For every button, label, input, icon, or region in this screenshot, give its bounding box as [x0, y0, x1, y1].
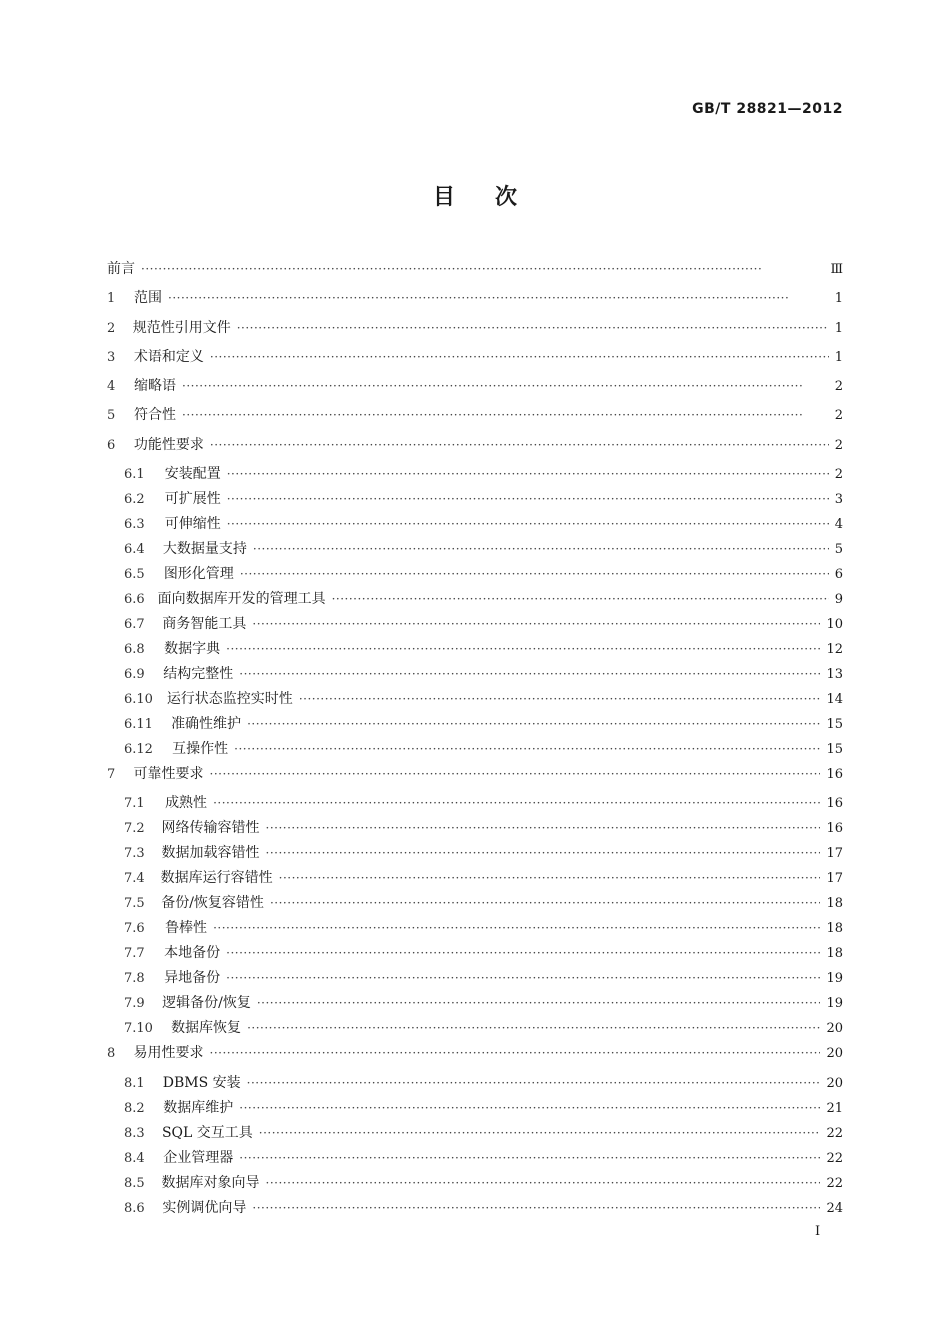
toc-leader-dots	[210, 767, 821, 781]
toc-entry-label: 缩略语	[134, 378, 176, 395]
toc-entry-page: 2	[834, 379, 843, 395]
toc-entry-page: 15	[826, 742, 843, 758]
toc-entry[interactable]	[107, 1072, 843, 1097]
toc-entry-page: 15	[826, 717, 843, 733]
toc-leader-dots	[234, 742, 820, 756]
toc-entry[interactable]	[107, 588, 843, 613]
table-of-contents	[107, 258, 843, 1222]
toc-entry[interactable]	[107, 967, 843, 992]
toc-leader-dots	[213, 796, 820, 810]
toc-entry[interactable]	[107, 1172, 843, 1197]
toc-entry-page: 18	[826, 921, 843, 937]
toc-entry-number: 7.3	[124, 846, 145, 862]
toc-entry[interactable]	[107, 538, 843, 563]
toc-entry-page: 6	[834, 567, 843, 583]
toc-entry-number: 6.10	[124, 692, 153, 708]
toc-entry[interactable]	[107, 613, 843, 638]
toc-leader-dots	[270, 896, 821, 910]
toc-entry-number: 6	[107, 437, 116, 453]
toc-leader-dots	[299, 692, 821, 706]
toc-entry-page: 22	[826, 1125, 843, 1141]
toc-entry[interactable]	[107, 563, 843, 588]
toc-entry-label: 网络传输容错性	[161, 820, 260, 837]
toc-entry-number: 6.9	[124, 667, 145, 683]
toc-entry-label: 数据库运行容错性	[160, 870, 273, 887]
toc-entry-label: 异地备份	[164, 970, 221, 987]
toc-entry[interactable]	[107, 258, 843, 287]
toc-leader-dots	[279, 871, 821, 885]
toc-entry-label: 数据加载容错性	[161, 845, 260, 862]
toc-entry-page: 21	[826, 1100, 843, 1116]
toc-entry-label: 图形化管理	[163, 566, 234, 583]
toc-entry-number: 5	[107, 408, 116, 424]
toc-entry[interactable]	[107, 287, 843, 316]
toc-leader-dots	[247, 1076, 821, 1090]
toc-entry-label: 实例调优向导	[162, 1199, 247, 1216]
toc-entry-number: 7.2	[124, 821, 145, 837]
toc-entry-number: 1	[107, 291, 116, 307]
toc-entry-number: 7.5	[124, 896, 145, 912]
toc-entry[interactable]	[107, 663, 843, 688]
toc-entry[interactable]	[107, 763, 843, 792]
toc-entry-page: 16	[826, 767, 843, 783]
toc-entry[interactable]	[107, 1097, 843, 1122]
toc-entry-number: 7	[107, 767, 116, 783]
toc-entry-page: 16	[826, 821, 843, 837]
toc-entry-label: 面向数据库开发的管理工具	[157, 591, 326, 608]
toc-entry-label: 符合性	[134, 407, 176, 424]
toc-entry-page: 9	[834, 592, 843, 608]
toc-leader-dots	[227, 492, 829, 506]
toc-entry-label: SQL 交互工具	[161, 1124, 253, 1141]
toc-entry-number: 6.8	[124, 642, 145, 658]
toc-entry-number: 6.6	[124, 592, 145, 608]
toc-entry-page: 19	[826, 996, 843, 1012]
toc-entry-label: 规范性引用文件	[132, 319, 231, 336]
toc-entry-number: 7.6	[124, 921, 145, 937]
toc-entry-label: 安装配置	[164, 466, 221, 483]
toc-leader-dots	[247, 717, 820, 731]
toc-entry-number: 6.2	[124, 492, 145, 508]
toc-entry[interactable]	[107, 513, 843, 538]
toc-entry-label: 数据库对象向导	[161, 1174, 260, 1191]
toc-leader-dots	[210, 350, 829, 364]
toc-entry-page: 3	[834, 492, 843, 508]
toc-entry-page: 20	[826, 1046, 843, 1062]
toc-leader-dots	[266, 1176, 821, 1190]
toc-entry-number: 8.6	[124, 1200, 145, 1216]
toc-entry-label: 数据库恢复	[171, 1020, 242, 1037]
toc-entry-page: 20	[826, 1021, 843, 1037]
toc-leader-dots	[182, 379, 829, 393]
toc-entry-number: 3	[107, 349, 116, 365]
toc-entry-label: 术语和定义	[133, 348, 204, 365]
toc-entry-page: 16	[826, 796, 843, 812]
toc-leader-dots	[259, 1126, 821, 1140]
toc-leader-dots	[252, 617, 820, 631]
toc-leader-dots	[141, 262, 824, 276]
toc-entry-page: 22	[826, 1175, 843, 1191]
toc-entry[interactable]	[107, 638, 843, 663]
toc-leader-dots	[252, 1201, 820, 1215]
title-char-1: 目	[432, 185, 455, 210]
toc-entry-number: 6.4	[124, 542, 145, 558]
toc-entry-page: 22	[826, 1150, 843, 1166]
toc-entry-label: 结构完整性	[163, 666, 234, 683]
toc-entry-label: 功能性要求	[133, 436, 204, 453]
toc-entry-number: 2	[107, 320, 116, 336]
toc-entry-page: Ⅲ	[830, 262, 843, 277]
toc-entry[interactable]	[107, 488, 843, 513]
toc-entry-page: 17	[826, 871, 843, 887]
toc-entry-page: 14	[826, 692, 843, 708]
toc-entry-label: 企业管理器	[163, 1149, 234, 1166]
toc-entry[interactable]	[107, 992, 843, 1017]
title-char-2: 次	[495, 185, 518, 210]
toc-entry-label: 运行状态监控实时性	[166, 691, 293, 708]
toc-entry-page: 5	[834, 542, 843, 558]
toc-entry-label: 准确性维护	[171, 716, 242, 733]
toc-entry[interactable]	[107, 738, 843, 763]
toc-entry-number: 6.7	[124, 617, 145, 633]
toc-leader-dots	[239, 1101, 820, 1115]
toc-entry[interactable]	[107, 892, 843, 917]
page-title	[0, 180, 950, 211]
footer-page-number: I	[815, 1224, 821, 1239]
toc-leader-dots	[227, 517, 829, 531]
toc-entry-number: 8.1	[124, 1075, 145, 1091]
toc-entry-number: 8.4	[124, 1150, 145, 1166]
toc-entry-number: 4	[107, 379, 116, 395]
toc-leader-dots	[226, 946, 820, 960]
toc-entry-label: 本地备份	[164, 945, 221, 962]
toc-entry-number: 6.11	[124, 717, 153, 733]
toc-entry[interactable]	[107, 713, 843, 738]
toc-entry-label: DBMS 安装	[162, 1074, 241, 1091]
toc-entry-label: 可伸缩性	[164, 516, 221, 533]
toc-entry-label: 范围	[134, 290, 162, 307]
toc-entry-number: 7.4	[124, 871, 145, 887]
toc-leader-dots	[210, 438, 829, 452]
toc-leader-dots	[182, 408, 829, 422]
toc-entry-page: 20	[826, 1075, 843, 1091]
toc-entry-page: 18	[826, 896, 843, 912]
toc-entry-number: 7.1	[124, 796, 145, 812]
toc-leader-dots	[240, 567, 829, 581]
toc-entry-page: 1	[834, 320, 843, 336]
toc-entry-page: 2	[834, 408, 843, 424]
toc-leader-dots	[266, 821, 821, 835]
toc-leader-dots	[237, 321, 829, 335]
toc-leader-dots	[226, 642, 820, 656]
toc-entry-label: 数据字典	[164, 641, 221, 658]
toc-entry-page: 17	[826, 846, 843, 862]
toc-entry[interactable]	[107, 942, 843, 967]
toc-entry[interactable]	[107, 792, 843, 817]
toc-entry-page: 4	[834, 517, 843, 533]
toc-entry-number: 6.12	[124, 742, 153, 758]
toc-entry-number: 7.8	[124, 971, 145, 987]
toc-entry-page: 12	[826, 642, 843, 658]
toc-entry-label: 商务智能工具	[162, 616, 247, 633]
toc-entry-page: 18	[826, 946, 843, 962]
toc-leader-dots	[168, 291, 829, 305]
toc-entry-number: 8.3	[124, 1125, 145, 1141]
toc-entry[interactable]	[107, 404, 843, 433]
toc-entry[interactable]	[107, 817, 843, 842]
toc-entry-number: 8.2	[124, 1100, 145, 1116]
toc-entry-label: 互操作性	[172, 741, 229, 758]
toc-leader-dots	[253, 542, 829, 556]
toc-entry-label: 成熟性	[165, 795, 208, 812]
toc-entry-page: 13	[826, 667, 843, 683]
toc-leader-dots	[226, 971, 820, 985]
toc-entry-label: 易用性要求	[133, 1045, 204, 1062]
toc-entry[interactable]	[107, 317, 843, 346]
toc-entry-number: 6.1	[124, 467, 145, 483]
toc-entry-label: 可扩展性	[164, 491, 221, 508]
toc-entry[interactable]	[107, 1147, 843, 1172]
toc-leader-dots	[332, 592, 829, 606]
toc-leader-dots	[239, 667, 820, 681]
toc-entry-label: 可靠性要求	[133, 766, 204, 783]
toc-entry[interactable]	[107, 434, 843, 463]
toc-entry-label: 备份/恢复容错性	[161, 895, 264, 912]
toc-entry[interactable]	[107, 346, 843, 375]
toc-entry-number: 6.5	[124, 567, 145, 583]
toc-entry-number: 8	[107, 1046, 116, 1062]
toc-entry[interactable]	[107, 463, 843, 488]
toc-entry-number: 7.10	[124, 1021, 153, 1037]
toc-entry-page: 2	[834, 467, 843, 483]
toc-leader-dots	[213, 921, 820, 935]
toc-leader-dots	[239, 1151, 820, 1165]
toc-entry-label: 数据库维护	[163, 1099, 234, 1116]
toc-entry[interactable]	[107, 1197, 843, 1222]
toc-entry-label: 逻辑备份/恢复	[162, 995, 251, 1012]
toc-entry[interactable]	[107, 1042, 843, 1071]
toc-leader-dots	[247, 1021, 820, 1035]
toc-entry-page: 10	[826, 617, 843, 633]
toc-entry[interactable]	[107, 1017, 843, 1042]
toc-leader-dots	[227, 467, 829, 481]
toc-entry-number: 7.9	[124, 996, 145, 1012]
toc-entry[interactable]	[107, 842, 843, 867]
toc-entry-label: 大数据量支持	[162, 541, 247, 558]
toc-entry[interactable]	[107, 917, 843, 942]
toc-leader-dots	[257, 996, 821, 1010]
toc-entry-number: 7.7	[124, 946, 145, 962]
toc-entry-page: 1	[834, 349, 843, 365]
toc-leader-dots	[266, 846, 821, 860]
toc-entry-number: 6.3	[124, 517, 145, 533]
toc-entry-page: 2	[834, 437, 843, 453]
toc-entry[interactable]	[107, 867, 843, 892]
toc-entry[interactable]	[107, 1122, 843, 1147]
standard-number: GB/T 28821—2012	[692, 101, 843, 117]
toc-entry-number: 8.5	[124, 1175, 145, 1191]
toc-entry-page: 1	[834, 291, 843, 307]
toc-entry-label: 前言	[107, 261, 135, 277]
toc-leader-dots	[210, 1046, 821, 1060]
toc-entry[interactable]	[107, 688, 843, 713]
toc-entry[interactable]	[107, 375, 843, 404]
toc-entry-page: 19	[826, 971, 843, 987]
toc-entry-page: 24	[826, 1200, 843, 1216]
toc-entry-label: 鲁棒性	[165, 920, 208, 937]
